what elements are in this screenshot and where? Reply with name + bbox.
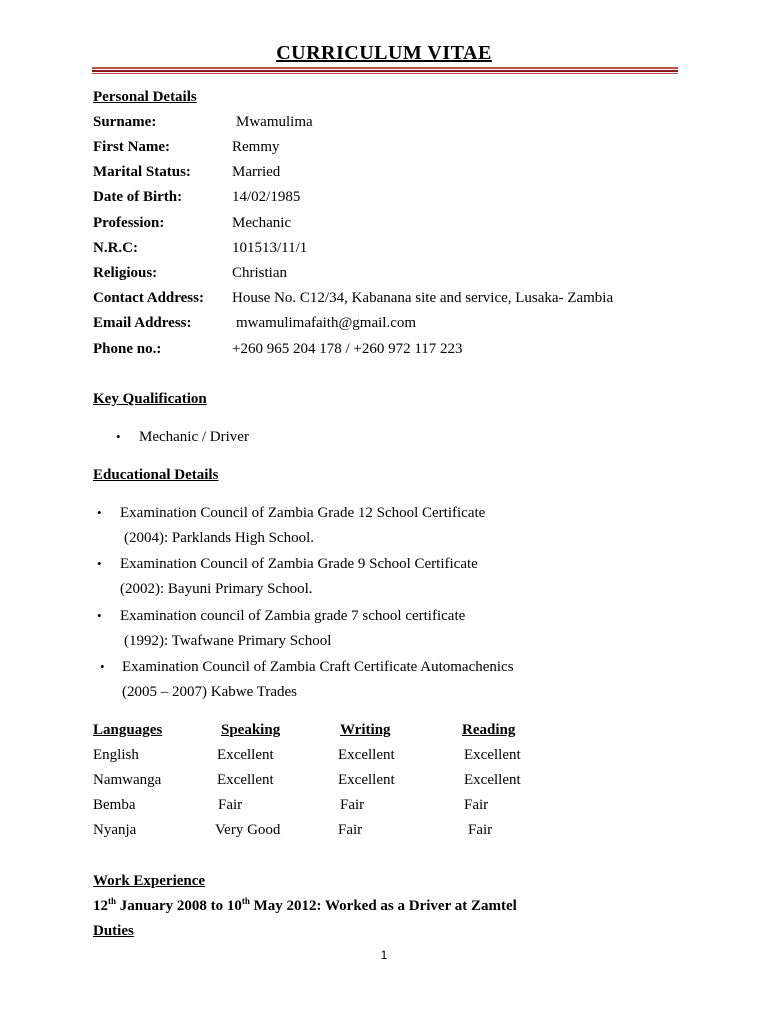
reading-level: Excellent	[464, 747, 521, 763]
surname-label: Surname:	[93, 114, 157, 130]
language-name: Nyanja	[93, 822, 137, 838]
writing-level: Excellent	[338, 747, 395, 763]
reading-level: Excellent	[464, 772, 521, 788]
duties-heading: Duties	[93, 923, 134, 939]
surname-value: Mwamulima	[236, 114, 313, 130]
religious-value: Christian	[232, 265, 287, 281]
education-item-line1: Examination Council of Zambia Craft Certificate Automachenics	[122, 659, 514, 675]
speaking-level: Excellent	[217, 772, 274, 788]
key-qualification-heading: Key Qualification	[93, 391, 207, 407]
language-name: Bemba	[93, 797, 136, 813]
education-item-line1: Examination Council of Zambia Grade 12 School Certificate	[120, 505, 486, 521]
speaking-level: Excellent	[217, 747, 274, 763]
reading-level: Fair	[464, 797, 489, 813]
speaking-column-header: Speaking	[221, 722, 281, 738]
qualification-item: Mechanic / Driver	[139, 429, 249, 445]
education-item-line2: (2005 – 2007) Kabwe Trades	[122, 684, 297, 700]
religious-label: Religious:	[93, 265, 158, 281]
work-experience-heading: Work Experience	[93, 873, 206, 889]
date-of-birth-value: 14/02/1985	[232, 189, 301, 205]
personal-details-heading: Personal Details	[93, 89, 197, 105]
phone-value: +260 965 204 178 / +260 972 117 223	[232, 341, 463, 357]
bullet-icon: •	[116, 429, 121, 444]
education-item-line2: (2002): Bayuni Primary School.	[120, 581, 313, 597]
marital-status-label: Marital Status:	[93, 164, 191, 180]
reading-column-header: Reading	[462, 722, 516, 738]
work-entry-title: 12th January 2008 to 10th May 2012: Worked as a Driver at Zamtel	[93, 896, 517, 914]
educational-details-heading: Educational Details	[93, 467, 219, 483]
bullet-icon: •	[97, 505, 102, 520]
bullet-icon: •	[97, 556, 102, 571]
date-of-birth-label: Date of Birth:	[93, 189, 183, 205]
language-name: English	[93, 747, 139, 763]
education-item-line1: Examination council of Zambia grade 7 school certificate	[120, 608, 466, 624]
language-name: Namwanga	[93, 772, 162, 788]
bullet-icon: •	[100, 659, 105, 674]
writing-column-header: Writing	[340, 722, 391, 738]
nrc-value: 101513/11/1	[232, 240, 308, 256]
nrc-label: N.R.C:	[93, 240, 138, 256]
email-address-value: mwamulimafaith@gmail.com	[236, 315, 417, 331]
profession-label: Profession:	[93, 215, 165, 231]
email-address-label: Email Address:	[93, 315, 192, 331]
page-number: 1	[380, 948, 388, 962]
education-item-line2: (2004): Parklands High School.	[124, 530, 314, 546]
writing-level: Fair	[340, 797, 365, 813]
education-item-line1: Examination Council of Zambia Grade 9 School Certificate	[120, 556, 478, 572]
bullet-icon: •	[97, 608, 102, 623]
reading-level: Fair	[468, 822, 493, 838]
contact-address-label: Contact Address:	[93, 290, 204, 306]
marital-status-value: Married	[232, 164, 281, 180]
title-rule	[92, 67, 678, 69]
speaking-level: Very Good	[215, 822, 281, 838]
languages-column-header: Languages	[93, 722, 163, 738]
first-name-value: Remmy	[232, 139, 280, 155]
profession-value: Mechanic	[232, 215, 292, 231]
title-rule-thin	[92, 73, 678, 74]
title-rule-thick	[92, 70, 678, 72]
speaking-level: Fair	[218, 797, 243, 813]
contact-address-value: House No. C12/34, Kabanana site and service, Lusaka- Zambia	[232, 290, 614, 306]
writing-level: Fair	[338, 822, 363, 838]
phone-label: Phone no.:	[93, 341, 162, 357]
first-name-label: First Name:	[93, 139, 171, 155]
writing-level: Excellent	[338, 772, 395, 788]
education-item-line2: (1992): Twafwane Primary School	[124, 633, 332, 649]
document-title: CURRICULUM VITAE	[276, 42, 492, 64]
